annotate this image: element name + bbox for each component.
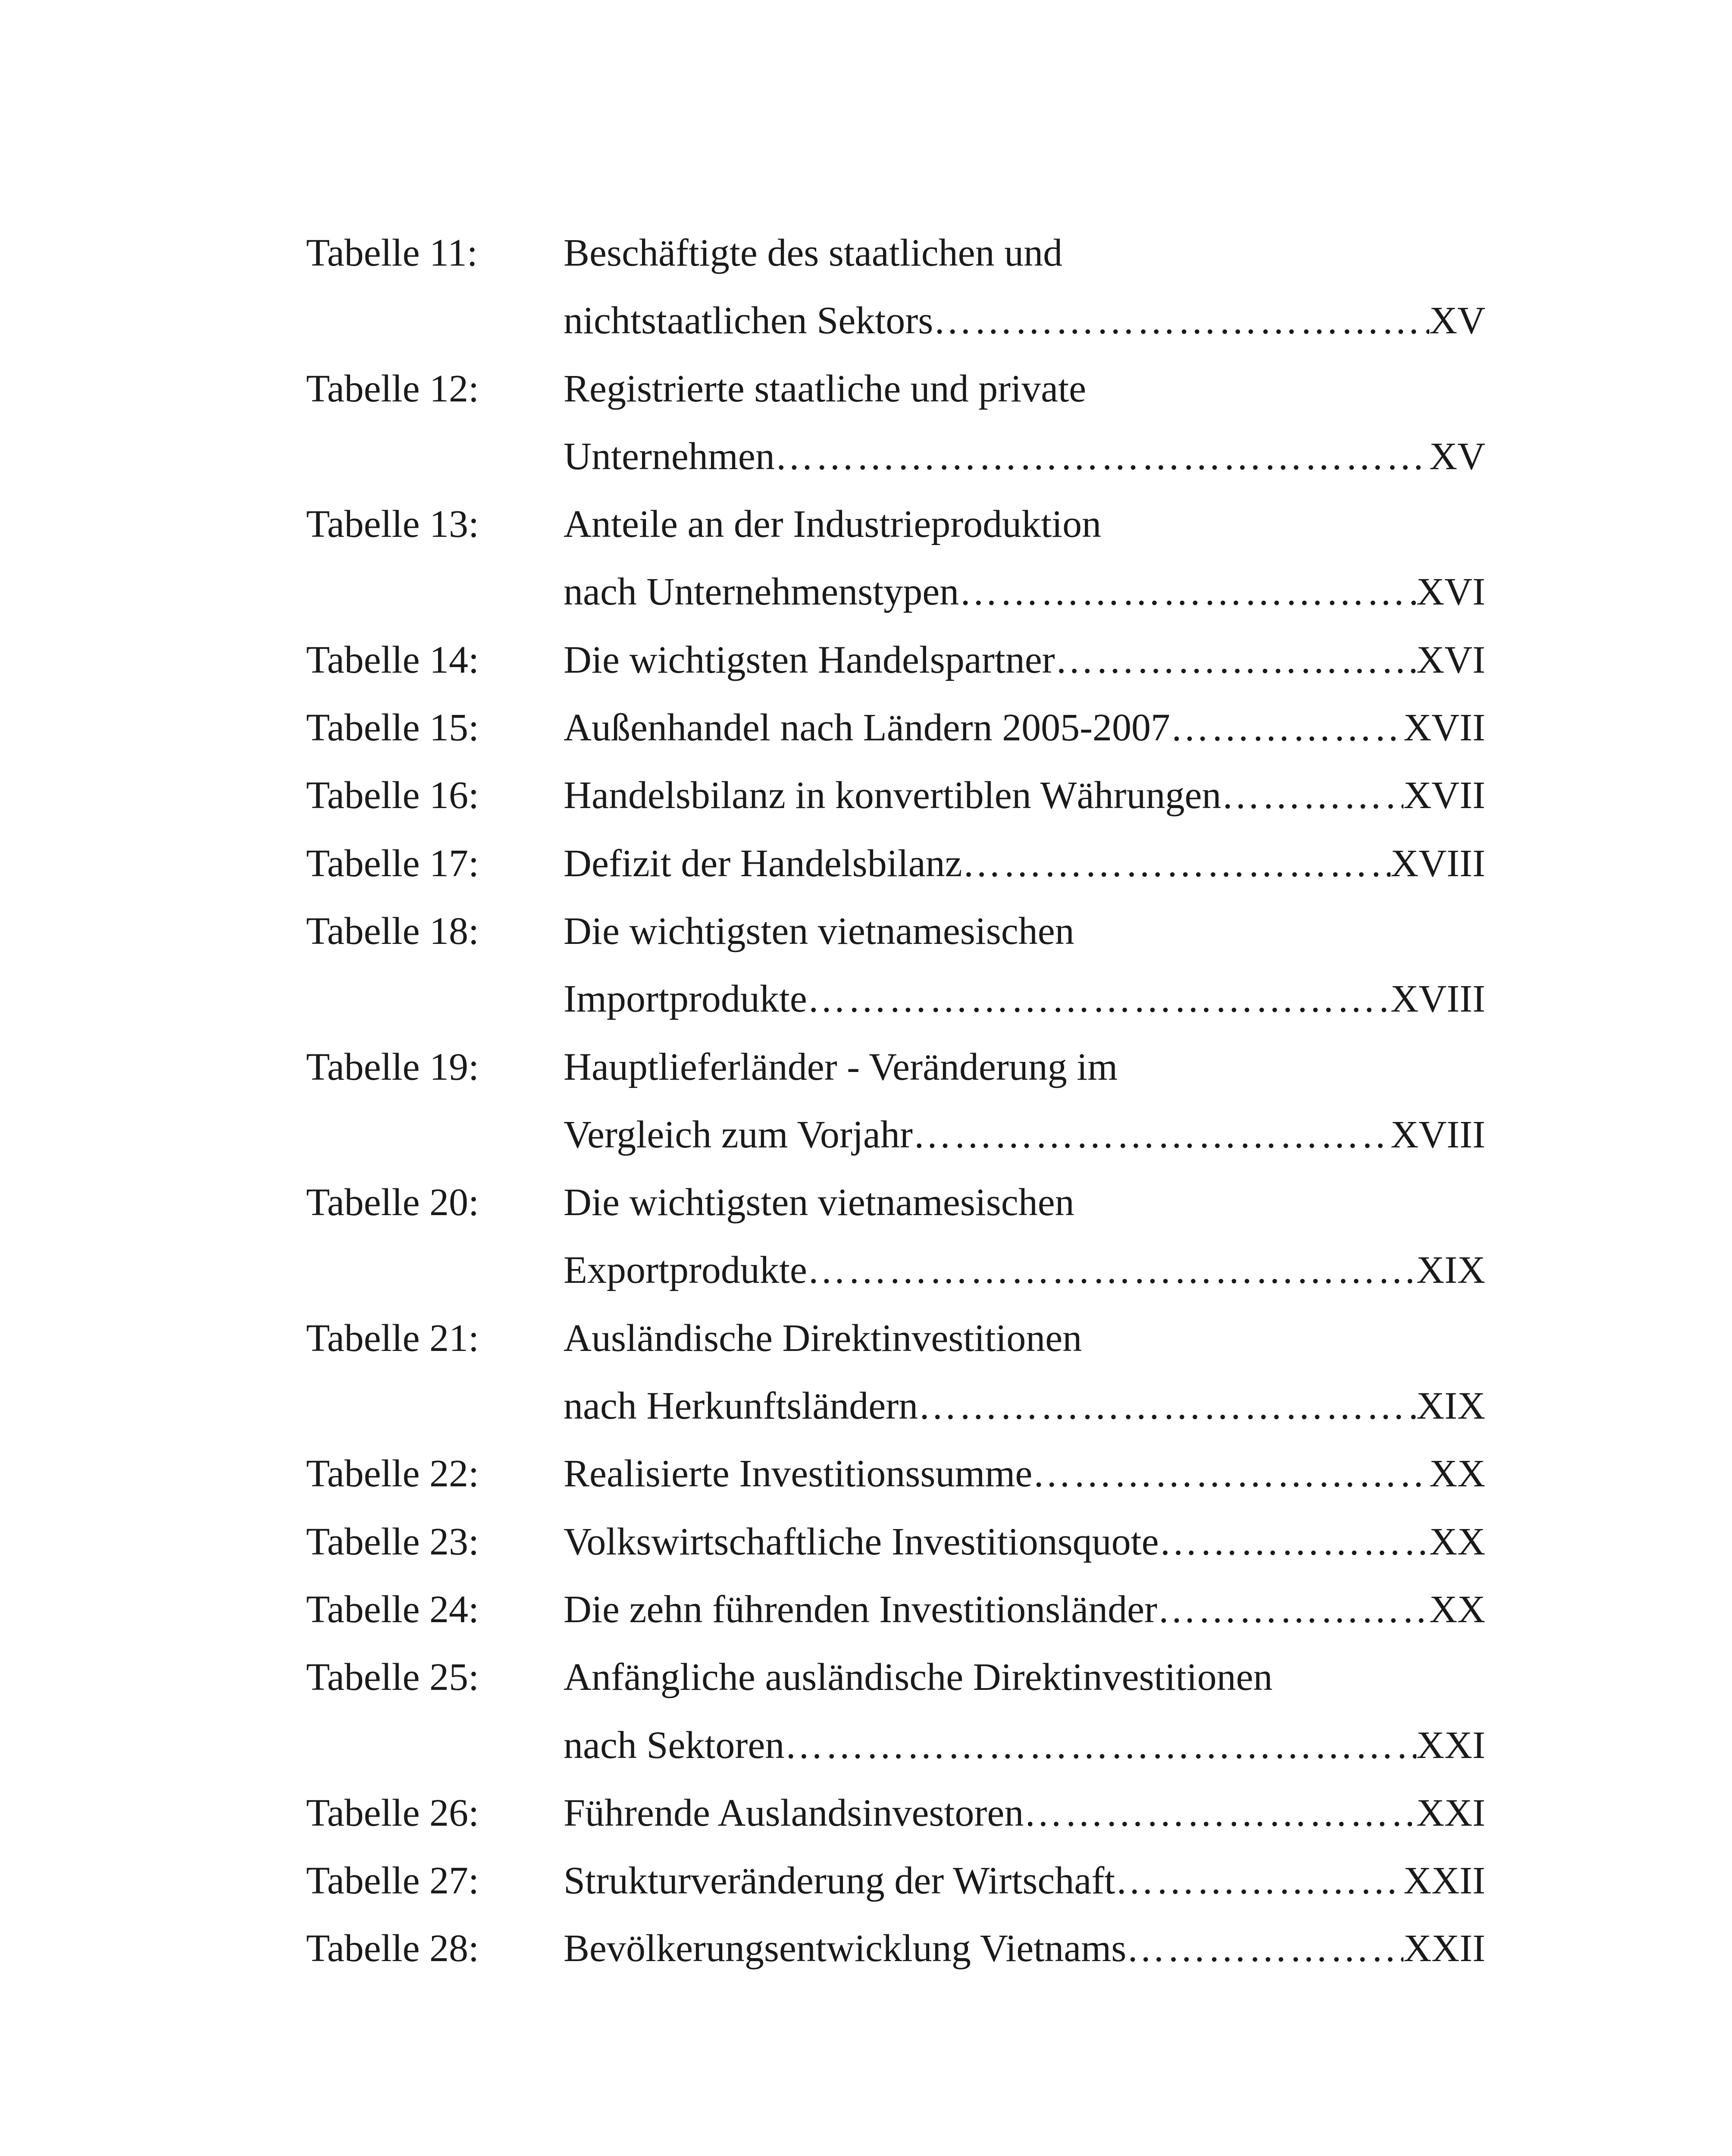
toc-entry-label: Tabelle 27:: [306, 1859, 479, 1902]
toc-entry-label: Tabelle 28:: [306, 1927, 479, 1970]
toc-entry-title: Hauptlieferländer - Veränderung im: [564, 1045, 1118, 1088]
dot-leader: [959, 558, 1416, 626]
toc-entry-title: Außenhandel nach Ländern 2005-2007: [564, 706, 1171, 749]
toc-entry-page: XVI: [1416, 638, 1485, 681]
dot-leader: [962, 830, 1391, 897]
dot-leader: [913, 1101, 1391, 1169]
toc-entry-page: XX: [1429, 1520, 1485, 1563]
toc-entry-label: Tabelle 24:: [306, 1588, 479, 1631]
toc-entry-page: XIX: [1416, 1385, 1485, 1428]
toc-entry-page: XVIII: [1391, 1113, 1485, 1156]
toc-entry-page: XVIII: [1391, 842, 1485, 885]
dot-leader: [1024, 1779, 1416, 1847]
dot-leader: [1221, 761, 1403, 829]
dot-leader: [784, 1711, 1416, 1779]
toc-entry-title: Die wichtigsten Handelspartner: [564, 638, 1055, 681]
toc-entry-continuation: [306, 1711, 1548, 1779]
toc-entry-page: XXII: [1403, 1927, 1485, 1970]
toc-entry-label: Tabelle 15:: [306, 706, 479, 749]
dot-leader: [807, 965, 1391, 1033]
toc-entry-page: XX: [1429, 1452, 1485, 1495]
toc-entry-label: Tabelle 14:: [306, 638, 479, 681]
table-of-contents: [306, 219, 1548, 1983]
toc-entry-label: Tabelle 16:: [306, 774, 479, 817]
toc-entry-label: Tabelle 20:: [306, 1181, 479, 1224]
toc-entry-title: Anteile an der Industrieproduktion: [564, 503, 1102, 546]
toc-entry-label: Tabelle 11:: [306, 232, 478, 274]
dot-leader: [1115, 1847, 1403, 1915]
toc-entry: [306, 1304, 1548, 1372]
toc-entry: [306, 219, 1548, 287]
toc-entry-title: Die zehn führenden Investitionsländer: [564, 1588, 1158, 1631]
toc-entry-continuation: [306, 965, 1548, 1033]
toc-entry-title-continued: Exportprodukte: [564, 1249, 807, 1292]
toc-entry-title: Realisierte Investitionssumme: [564, 1452, 1033, 1495]
toc-entry-title: Handelsbilanz in konvertiblen Währungen: [564, 774, 1221, 817]
toc-entry-title-continued: Importprodukte: [564, 978, 807, 1021]
toc-entry-label: Tabelle 18:: [306, 909, 479, 953]
toc-entry: [306, 1779, 1548, 1847]
toc-entry: [306, 1508, 1548, 1576]
dot-leader: [1159, 1508, 1429, 1576]
toc-entry: [306, 1440, 1548, 1507]
dot-leader: [775, 423, 1429, 490]
dot-leader: [933, 287, 1429, 354]
toc-entry-label: Tabelle 22:: [306, 1452, 479, 1495]
toc-entry: [306, 761, 1548, 829]
toc-entry: [306, 830, 1548, 897]
dot-leader: [1126, 1915, 1403, 1982]
toc-entry-page: XVI: [1416, 570, 1485, 614]
toc-entry-title-continued: nichtstaatlichen Sektors: [564, 299, 933, 342]
toc-entry-title-continued: nach Sektoren: [564, 1724, 785, 1767]
dot-leader: [1032, 1440, 1429, 1507]
toc-entry: [306, 355, 1548, 423]
toc-entry-page: XXII: [1403, 1859, 1485, 1902]
toc-entry-title: Defizit der Handelsbilanz: [564, 842, 962, 885]
toc-entry-page: XVII: [1403, 774, 1485, 817]
toc-entry-continuation: [306, 423, 1548, 490]
dot-leader: [918, 1372, 1416, 1440]
toc-entry-label: Tabelle 25:: [306, 1656, 479, 1699]
toc-entry-continuation: [306, 1236, 1548, 1304]
toc-entry-title: Bevölkerungsentwicklung Vietnams: [564, 1927, 1127, 1970]
toc-entry-label: Tabelle 12:: [306, 367, 479, 410]
toc-entry-title-continued: nach Herkunftsländern: [564, 1385, 918, 1428]
toc-entry-continuation: [306, 1101, 1548, 1169]
toc-entry-title: Strukturveränderung der Wirtschaft: [564, 1859, 1115, 1902]
toc-entry-title: Die wichtigsten vietnamesischen: [564, 1181, 1074, 1224]
toc-entry: [306, 1033, 1548, 1101]
toc-entry: [306, 1643, 1548, 1711]
toc-entry-title: Registrierte staatliche und private: [564, 367, 1087, 410]
toc-entry-page: XIX: [1416, 1249, 1485, 1292]
toc-entry-label: Tabelle 19:: [306, 1045, 479, 1088]
toc-entry-title: Beschäftigte des staatlichen und: [564, 232, 1063, 274]
toc-entry: [306, 1847, 1548, 1915]
toc-entry-title-continued: Unternehmen: [564, 435, 775, 478]
toc-entry-continuation: [306, 1372, 1548, 1440]
dot-leader: [807, 1236, 1416, 1304]
toc-entry-page: XVIII: [1391, 978, 1485, 1021]
toc-entry-page: XVII: [1403, 706, 1485, 749]
toc-entry-page: XV: [1429, 299, 1485, 342]
toc-entry: [306, 897, 1548, 965]
toc-entry: [306, 490, 1548, 558]
toc-entry-title-continued: nach Unternehmenstypen: [564, 570, 959, 614]
dot-leader: [1170, 694, 1403, 761]
toc-entry: [306, 1915, 1548, 1982]
toc-entry-title-continued: Vergleich zum Vorjahr: [564, 1113, 913, 1156]
toc-entry-title: Volkswirtschaftliche Investitionsquote: [564, 1520, 1159, 1563]
dot-leader: [1157, 1576, 1429, 1643]
toc-entry-continuation: [306, 287, 1548, 354]
toc-entry-page: XX: [1429, 1588, 1485, 1631]
toc-entry: [306, 626, 1548, 694]
toc-entry-title: Ausländische Direktinvestitionen: [564, 1316, 1082, 1360]
toc-entry: [306, 1169, 1548, 1236]
toc-entry-label: Tabelle 13:: [306, 503, 479, 546]
toc-entry: [306, 694, 1548, 761]
toc-entry: [306, 1576, 1548, 1643]
toc-entry-title: Die wichtigsten vietnamesischen: [564, 909, 1074, 953]
toc-entry-label: Tabelle 23:: [306, 1520, 479, 1563]
toc-entry-continuation: [306, 558, 1548, 626]
toc-entry-page: XXI: [1416, 1724, 1485, 1767]
toc-entry-label: Tabelle 26:: [306, 1791, 479, 1834]
dot-leader: [1055, 626, 1416, 694]
toc-entry-label: Tabelle 17:: [306, 842, 479, 885]
toc-entry-title: Führende Auslandsinvestoren: [564, 1791, 1024, 1834]
toc-entry-page: XXI: [1416, 1791, 1485, 1834]
toc-entry-page: XV: [1429, 435, 1485, 478]
toc-entry-title: Anfängliche ausländische Direktinvestitionen: [564, 1656, 1273, 1699]
toc-entry-label: Tabelle 21:: [306, 1316, 479, 1360]
